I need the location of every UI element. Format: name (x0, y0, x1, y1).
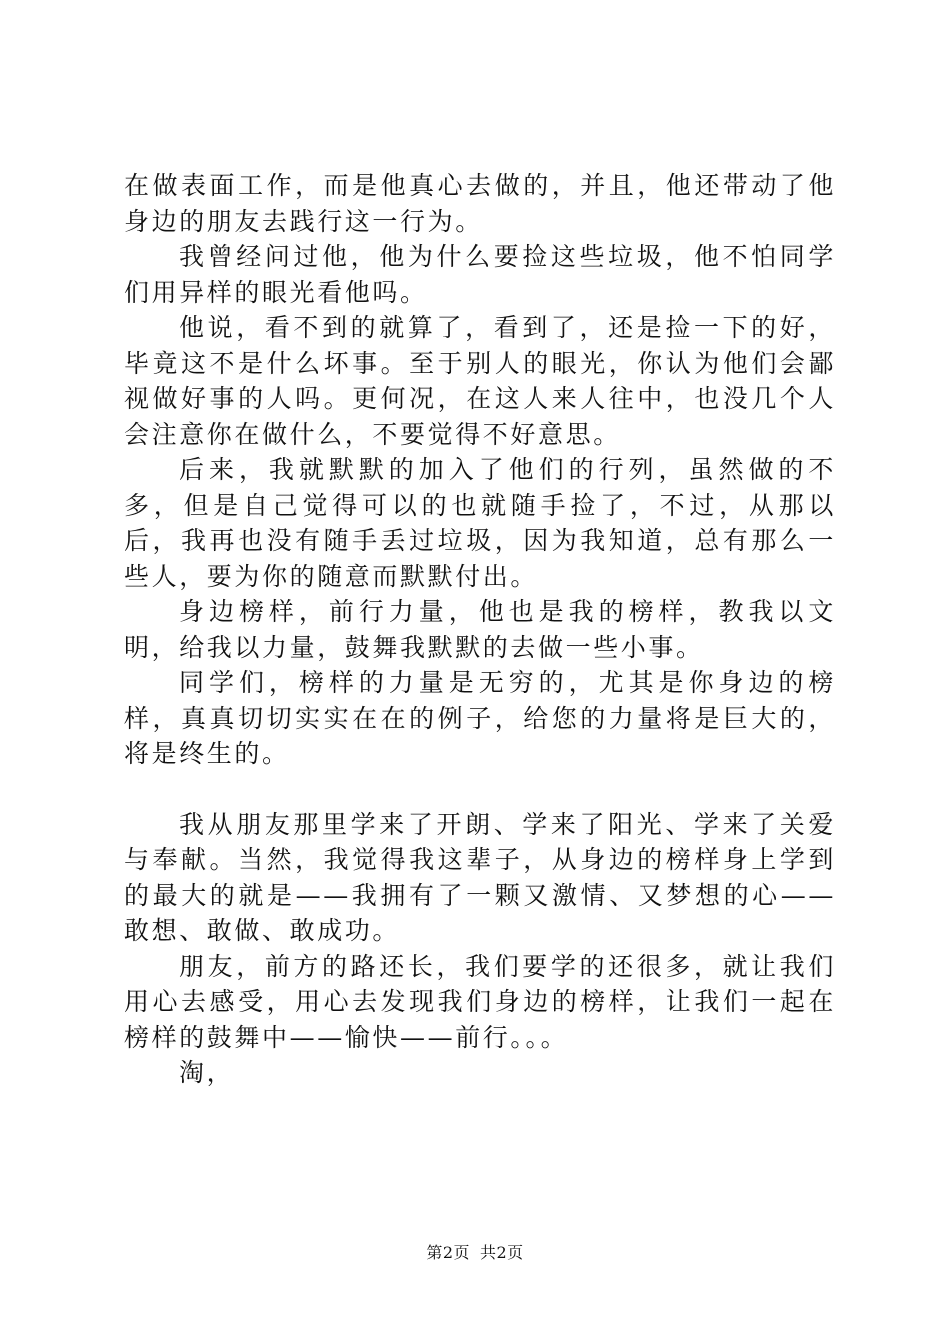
paragraph: 同学们，榜样的力量是无穷的，尤其是你身边的榜样，真真切切实实在在的例子，给您的力量将是巨大的，将是终生的。 (124, 668, 836, 768)
paragraph: 后来，我就默默的加入了他们的行列，虽然做的不多，但是自己觉得可以的也就随手捡了，不过，从那以后，我再也没有随手丢过垃圾，因为我知道，总有那么一些人，要为你的随意而默默付出。 (124, 455, 836, 591)
paragraph: 身边榜样，前行力量，他也是我的榜样，教我以文明，给我以力量，鼓舞我默默的去做一些小事。 (124, 597, 836, 662)
document-body (124, 168, 836, 1091)
page-footer (0, 1242, 950, 1264)
paragraph: 淘， (179, 1058, 235, 1087)
page-number: 第2页 (426, 1243, 470, 1262)
page-total: 共2页 (480, 1243, 524, 1262)
paragraph: 我从朋友那里学来了开朗、学来了阳光、学来了关爱与奉献。当然，我觉得我这辈子，从身边的榜样身上学到的最大的就是——我拥有了一颗又激情、又梦想的心——敢想、敢做、敢成功。 (124, 809, 836, 945)
paragraph: 在做表面工作，而是他真心去做的，并且，他还带动了他身边的朋友去践行这一行为。 (124, 171, 836, 236)
paragraph: 朋友，前方的路还长，我们要学的还很多，就让我们用心去感受，用心去发现我们身边的榜样，让我们一起在榜样的鼓舞中——愉快——前行。。。 (124, 951, 836, 1052)
paragraph: 我曾经问过他，他为什么要捡这些垃圾，他不怕同学们用异样的眼光看他吗。 (124, 242, 836, 307)
paragraph: 他说，看不到的就算了，看到了，还是捡一下的好，毕竟这不是什么坏事。至于别人的眼光，你认为他们会鄙视做好事的人吗。更何况，在这人来人往中，也没几个人会注意你在做什么，不要觉得不好意思。 (124, 313, 836, 449)
